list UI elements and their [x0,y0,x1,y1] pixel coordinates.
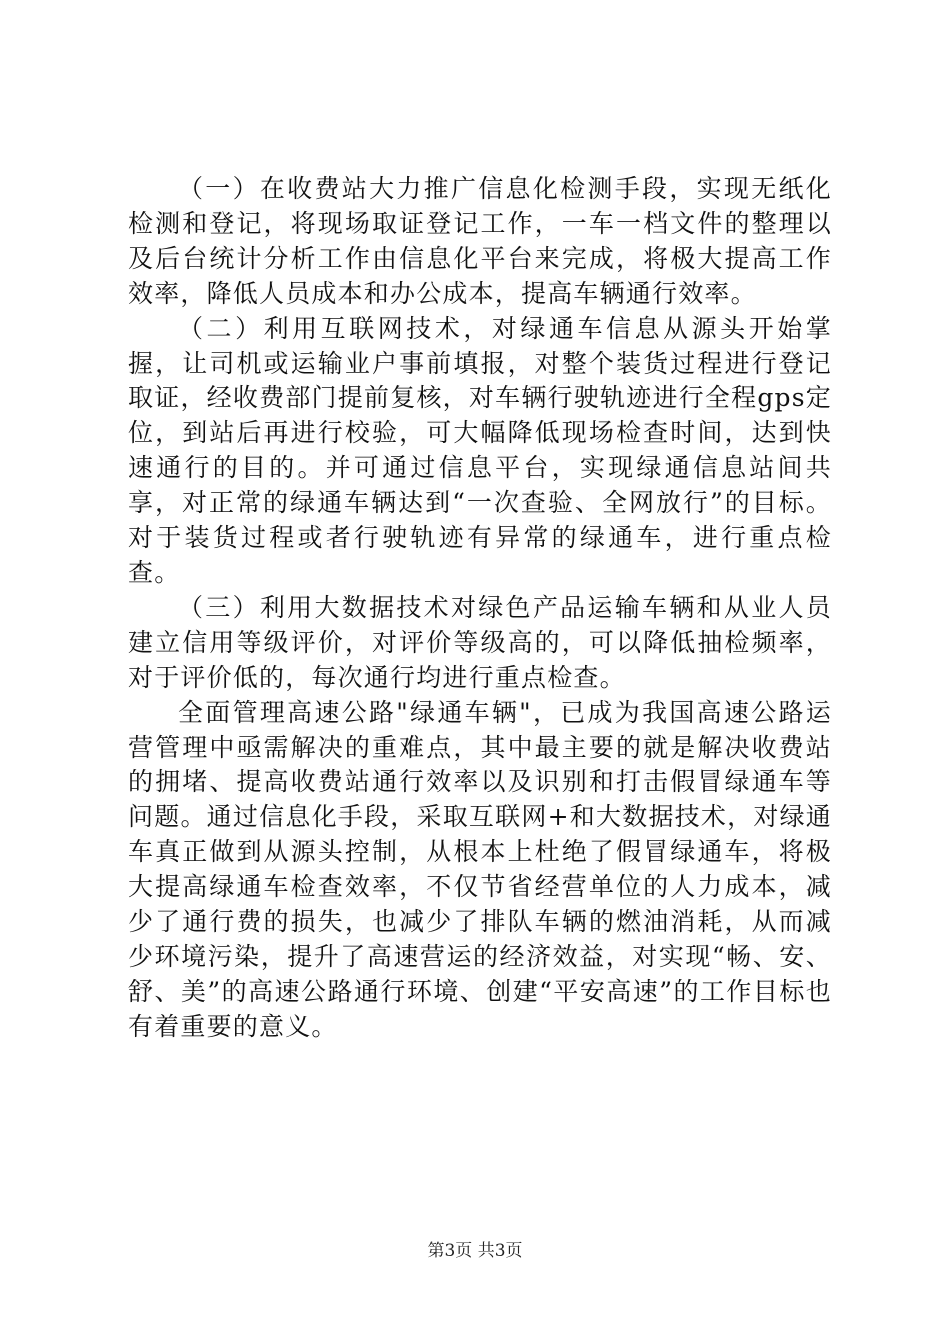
paragraph-1: （一）在收费站大力推广信息化检测手段，实现无纸化检测和登记，将现场取证登记工作，一车一档文件的整理以及后台统计分析工作由信息化平台来完成，将极大提高工作效率，降低人员成本和办公成本，提高车辆通行效率。 [128,174,832,308]
document-body [128,172,832,1045]
paragraph-2: （二）利用互联网技术，对绿通车信息从源头开始掌握，让司机或运输业户事前填报，对整个装货过程进行登记取证，经收费部门提前复核，对车辆行驶轨迹进行全程gps定位，到站后再进行校验，可大幅降低现场检查时间，达到快速通行的目的。并可通过信息平台，实现绿通信息站间共享，对正常的绿通车辆达到“一次查验、全网放行”的目标。对于装货过程或者行驶轨迹有异常的绿通车，进行重点检查。 [128,313,832,587]
paragraph-3: （三）利用大数据技术对绿色产品运输车辆和从业人员建立信用等级评价，对评价等级高的，可以降低抽检频率，对于评价低的，每次通行均进行重点检查。 [128,592,832,692]
page-footer: 第3页 共3页 [427,1241,523,1261]
paragraph-4: 全面管理高速公路"绿通车辆"，已成为我国高速公路运营管理中亟需解决的重难点，其中最主要的就是解决收费站的拥堵、提高收费站通行效率以及识别和打击假冒绿通车等问题。通过信息化手段，采取互联网+和大数据技术，对绿通车真正做到从源头控制，从根本上杜绝了假冒绿通车，将极大提高绿通车检查效率，不仅节省经营单位的人力成本，减少了通行费的损失，也减少了排队车辆的燃油消耗，从而减少环境污染，提升了高速营运的经济效益，对实现“畅、安、舒、美”的高速公路通行环境、创建“平安高速”的工作目标也有着重要的意义。 [128,697,832,1041]
